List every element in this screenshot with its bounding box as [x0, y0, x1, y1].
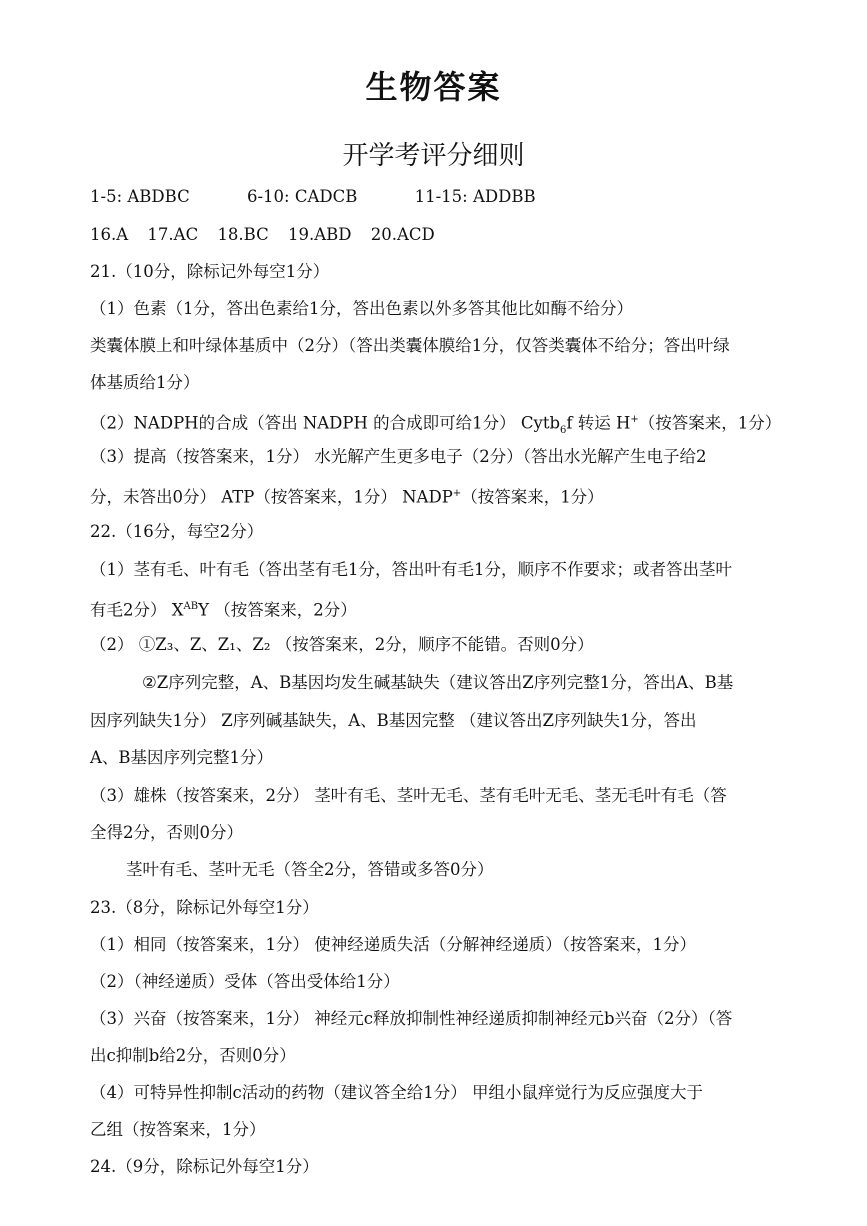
q23-line: 乙组（按答案来，1分）: [90, 1120, 266, 1139]
q21-line: 类囊体膜上和叶绿体基质中（2分）（答出类囊体膜给1分，仅答类囊体不给分；答出叶绿: [90, 336, 730, 355]
q22-line: （2） ①Z₃、Z、Z₁、Z₂ （按答案来，2分，顺序不能错。否则0分）: [90, 635, 594, 654]
q21-line: （3）提高（按答案来，1分） 水光解产生更多电子（2分）（答出水光解产生电子给2: [90, 447, 707, 466]
q22-line: （1）茎有毛、叶有毛（答出茎有毛1分，答出叶有毛1分，顺序不作要求；或者答出茎叶: [90, 560, 732, 579]
q21-header: 21.（10分，除标记外每空1分）: [90, 262, 330, 281]
q23-line: （3）兴奋（按答案来，1分） 神经元c释放抑制性神经递质抑制神经元b兴奋（2分）（答: [90, 1009, 733, 1028]
q23-line: 出c抑制b给2分，否则0分）: [90, 1046, 296, 1065]
q21-text: （2）NADPH的合成（答出 NADPH 的合成即可给1分） Cytb: [90, 413, 561, 433]
q21-text: 分，未答出0分） ATP（按答案来，1分） NADP: [90, 487, 453, 507]
q22-line: 茎叶有毛、茎叶无毛（答全2分，答错或多答0分）: [126, 860, 494, 879]
q21-sup: +: [452, 488, 462, 499]
answer-20: 20.ACD: [370, 225, 435, 244]
q21-line: [90, 483, 604, 509]
q22-text: 有毛2分） X: [90, 600, 184, 620]
q21-sub: 6: [560, 424, 567, 436]
q22-text: Y （按答案来，2分）: [198, 600, 357, 620]
q22-line: A、B基因序列完整1分）: [90, 748, 274, 767]
answer-17: 17.AC: [147, 225, 199, 244]
q21-sup: +: [630, 414, 639, 425]
mc-group-3: 11-15: ADDBB: [414, 187, 536, 206]
q23-header: 23.（8分，除标记外每空1分）: [90, 898, 319, 917]
q22-line: 因序列缺失1分） Z序列碱基缺失，A、B基因完整 （建议答出Z序列缺失1分，答出: [90, 711, 697, 730]
q23-line: （2）（神经递质）受体（答出受体给1分）: [90, 972, 400, 991]
q22-header: 22.（16分，每空2分）: [90, 522, 264, 541]
answer-16: 16.A: [90, 225, 129, 244]
q21-line: 体基质给1分）: [90, 373, 200, 392]
q22-line: （3）雄株（按答案来，2分） 茎叶有毛、茎叶无毛、茎有毛叶无毛、茎无毛叶有毛（答: [90, 786, 727, 805]
q21-text: （按答案来，1分）: [638, 413, 782, 433]
mc-group-2: 6-10: CADCB: [246, 187, 358, 206]
mc-group-1: 1-5: ABDBC: [90, 187, 190, 206]
q23-line: （1）相同（按答案来，1分） 使神经递质失活（分解神经递质）（按答案来，1分）: [90, 935, 696, 954]
q21-text: f 转运 H: [566, 413, 631, 433]
q22-sup: AB: [183, 601, 199, 612]
mc-answers: [90, 186, 536, 208]
page-subtitle: 开学考评分细则: [342, 141, 525, 171]
q21-line: （1）色素（1分，答出色素给1分，答出色素以外多答其他比如酶不给分）: [90, 299, 633, 318]
answer-19: 19.ABD: [287, 225, 352, 244]
q21-text: （按答案来，1分）: [461, 487, 604, 507]
q22-line: 全得2分，否则0分）: [90, 823, 243, 842]
q22-line: [90, 596, 357, 622]
answer-18: 18.BC: [217, 225, 269, 244]
page-title: 生物答案: [365, 68, 502, 106]
q22-line: ②Z序列完整，A、B基因均发生碱基缺失（建议答出Z序列完整1分，答出A、B基: [142, 673, 734, 692]
q24-header: 24.（9分，除标记外每空1分）: [90, 1157, 319, 1176]
q21-line: [90, 409, 781, 442]
q23-line: （4）可特异性抑制c活动的药物（建议答全给1分） 甲组小鼠痒觉行为反应强度大于: [90, 1083, 703, 1102]
multi-answers: [90, 224, 435, 246]
